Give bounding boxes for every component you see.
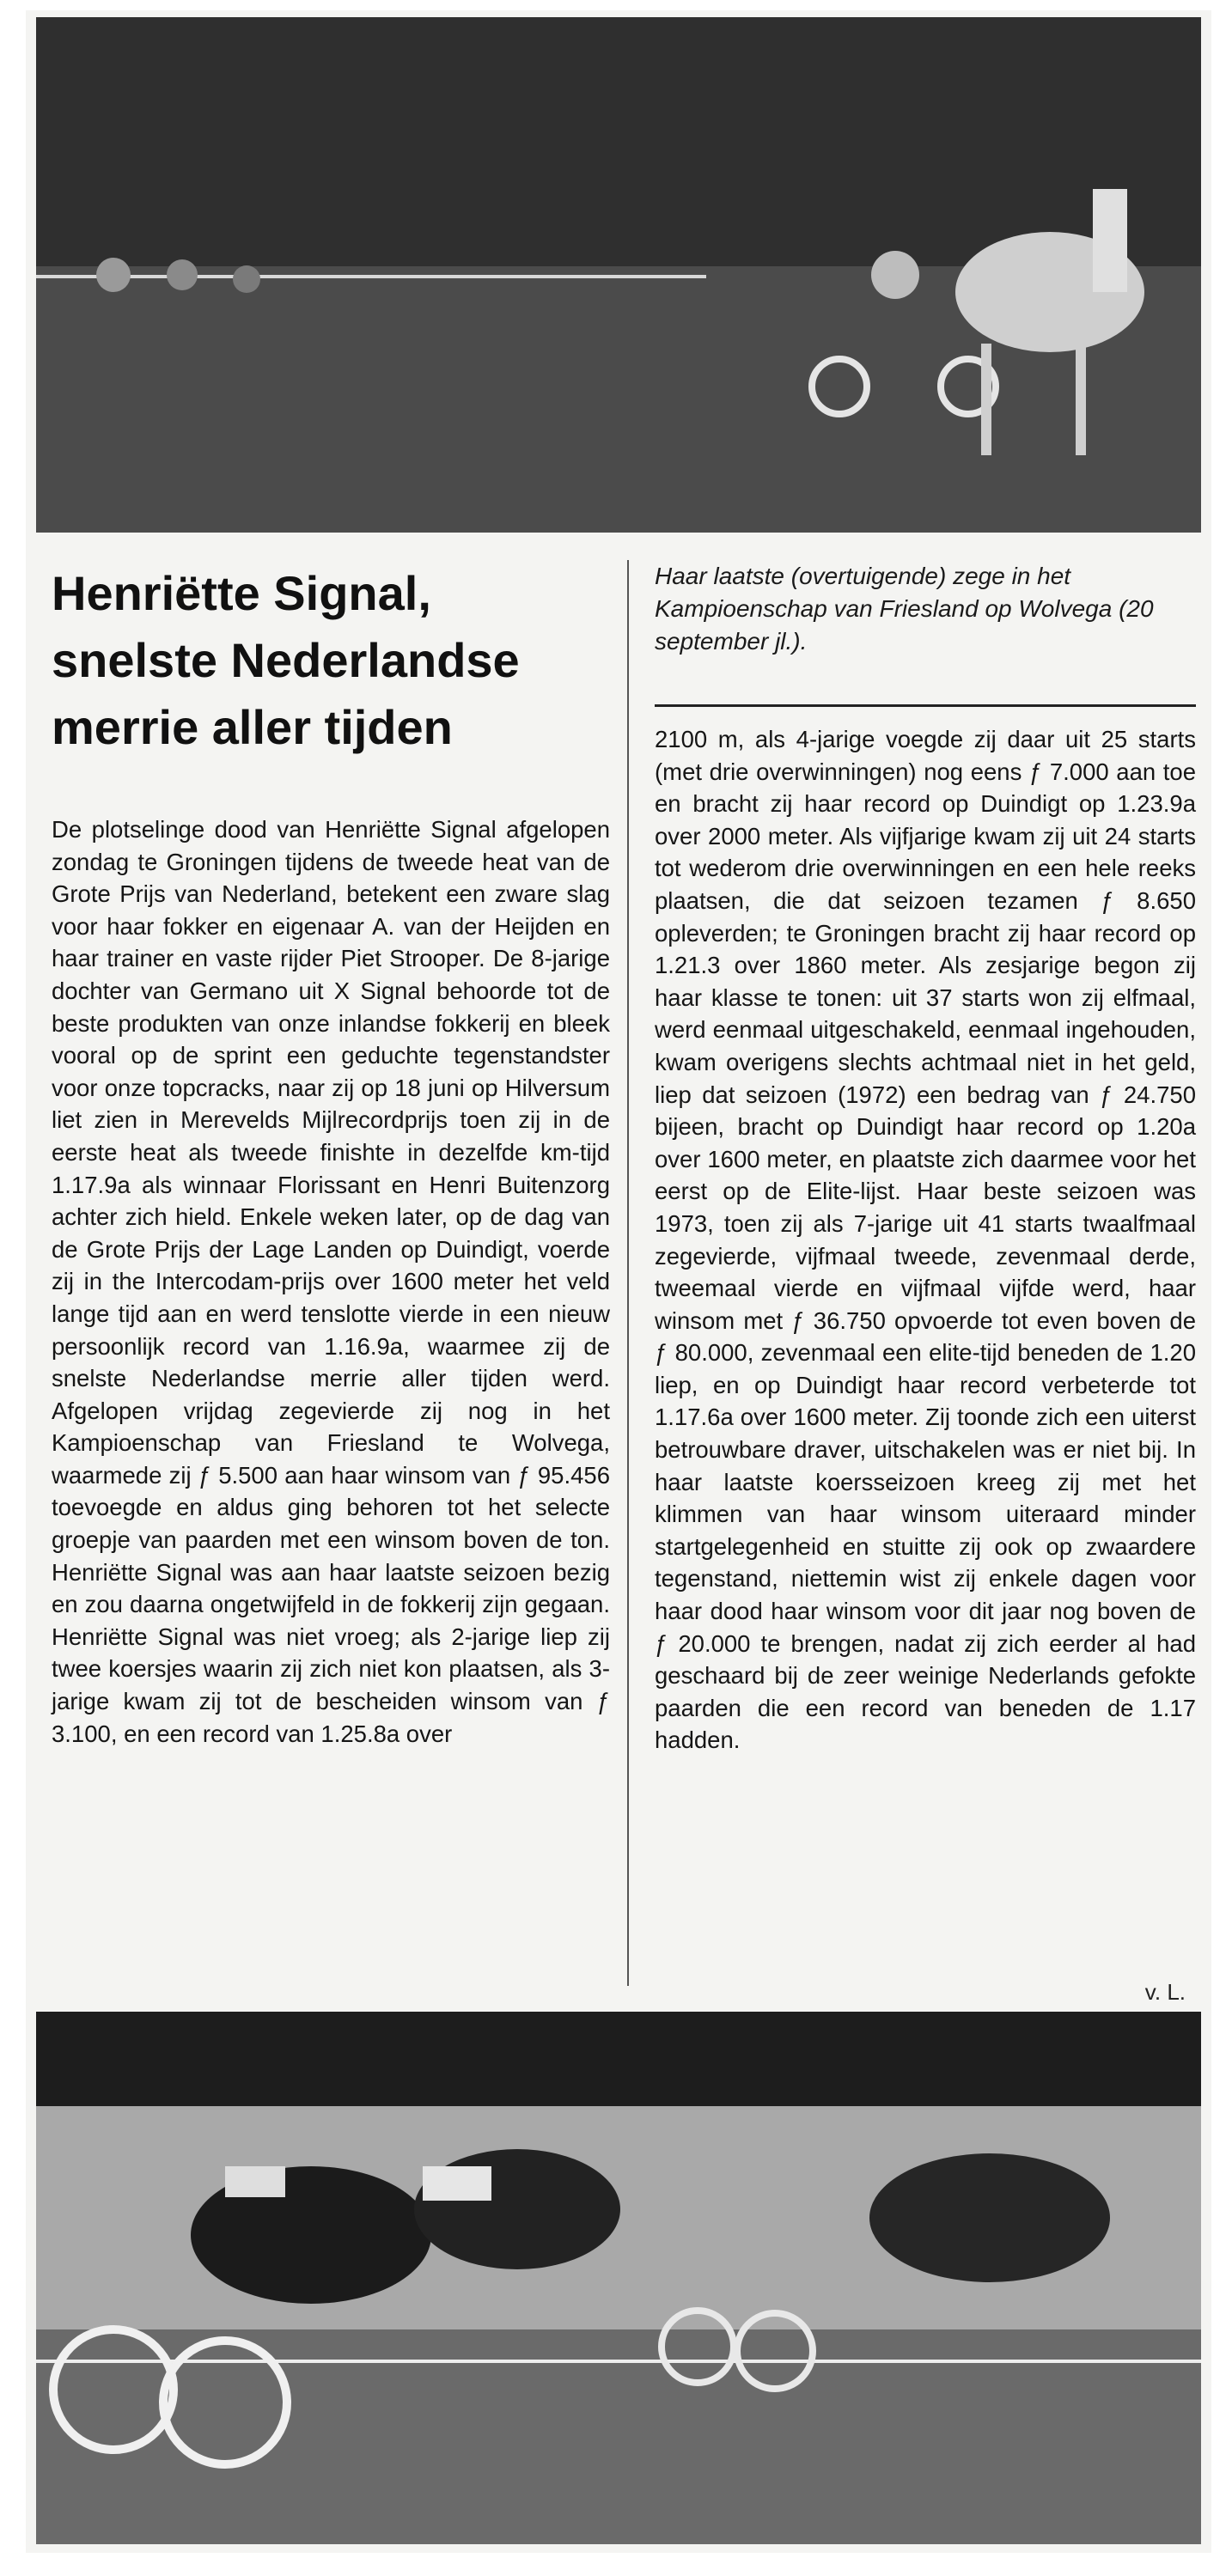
headline-line-3: merrie aller tijden	[52, 700, 453, 754]
article-body-right-column: 2100 m, als 4-jarige voegde zij daar uit 25 starts (met drie overwinningen) nog eens ƒ 7.000 aan toe en bracht zij haar record op Duindigt op 1.23.9a over 2000 meter. Als vijfjarige kwam zij uit 24 starts tot wederom drie overwinningen en een hele reeks plaatsen, die dat seizoen tezamen ƒ 8.650 opleverden; te Groningen bracht zij haar record op 1.21.3 over 1860 meter. Als zesjarige begon zij haar klasse te tonen: uit 37 starts won zij elfmaal, werd eenmaal uitgeschakeld, eenmaal ingehouden, kwam overigens slechts achtmaal niet in het geld, liep dat seizoen (1972) een bedrag van ƒ 24.750 bijeen, bracht op Duindigt haar record op 1.20a over 1600 meter, en plaatste zich daarmee voor het eerst op de Elite-lijst. Haar beste seizoen was 1973, toen zij als 7-jarige uit 41 starts twaalfmaal zegevierde, vijfmaal tweede, zevenmaal derde, tweemaal vierde en vijfmaal vijfde werd, haar winsom met ƒ 36.750 opvoerde tot even boven de ƒ 80.000, zevenmaal een elite-tijd beneden de 1.20 liep, en op Duindigt haar record verbeterde tot 1.17.6a over 1600 meter. Zij toonde zich een uiterst betrouwbare draver, uitschakelen was er niet bij. In haar laatste koersseizoen kreeg zij met het klimmen van haar winsom uiteraard minder startgelegenheid en stuitte zij ook op zwaardere tegenstand, niettemin wist zij enkele dagen voor haar dood haar winsom voor dit jaar nog boven de ƒ 20.000 te brengen, nadat zij zich eerder al had geschaard bij de zeer weinige Nederlands gefokte paarden die een record van beneden de 1.17 hadden.	[655, 726, 1196, 1754]
photo-harness-race-finish	[36, 2012, 1201, 2544]
photo-harness-race-night	[36, 17, 1201, 533]
newspaper-clipping	[26, 10, 1211, 2553]
article-headline	[52, 560, 601, 761]
headline-line-1: Henriëtte Signal,	[52, 566, 431, 620]
photo-caption: Haar laatste (overtuigende) zege in het Kampioenschap van Friesland op Wolvega (20 september jl.).	[655, 563, 1154, 655]
headline-line-2: snelste Nederlandse	[52, 633, 520, 687]
article-body-left-column: De plotselinge dood van Henriëtte Signal afgelopen zondag te Groningen tijdens de tweede heat van de Grote Prijs van Nederland, betekent een zware slag voor haar fokker en eigenaar A. van der Heijden en haar trainer en vaste rijder Piet Strooper. De 8-jarige dochter van Germano uit X Signal behoorde tot de beste produkten van onze inlandse fokkerij en bleek vooral op de sprint een geduchte tegenstandster voor onze topcracks, naar zij op 18 juni op Hilversum liet zien in Merevelds Mijlrecordprijs toen zij in de eerste heat als tweede finishte in dezelfde km-tijd 1.17.9a als winnaar Florissant en Henri Buitenzorg achter zich hield. Enkele weken later, op de dag van de Grote Prijs der Lage Landen op Duindigt, voerde zij in the Intercodam-prijs over 1600 meter het veld lange tijd aan en werd tenslotte vierde in een nieuw persoonlijk record van 1.16.9a, waarmee zij de snelste Nederlandse merrie aller tijden werd. Afgelopen vrijdag zegevierde zij nog in het Kampioenschap van Friesland te Wolvega, waarmede zij ƒ 5.500 aan haar winsom van ƒ 95.456 toevoegde en aldus ging behoren tot het selecte groepje van paarden met een winsom boven de ton. Henriëtte Signal was aan haar laatste seizoen bezig en zou daarna ongetwijfeld in de fokkerij zijn gegaan. Henriëtte Signal was niet vroeg; als 2-jarige liep zij twee koersjes waarin zij zich niet kon plaatsen, als 3-jarige kwam zij tot de bescheiden winsom van ƒ 3.100, en een record van 1.25.8a over	[52, 816, 610, 1747]
caption-divider	[655, 704, 1196, 707]
column-divider	[627, 560, 629, 1986]
author-byline: v. L.	[1144, 1979, 1186, 2005]
